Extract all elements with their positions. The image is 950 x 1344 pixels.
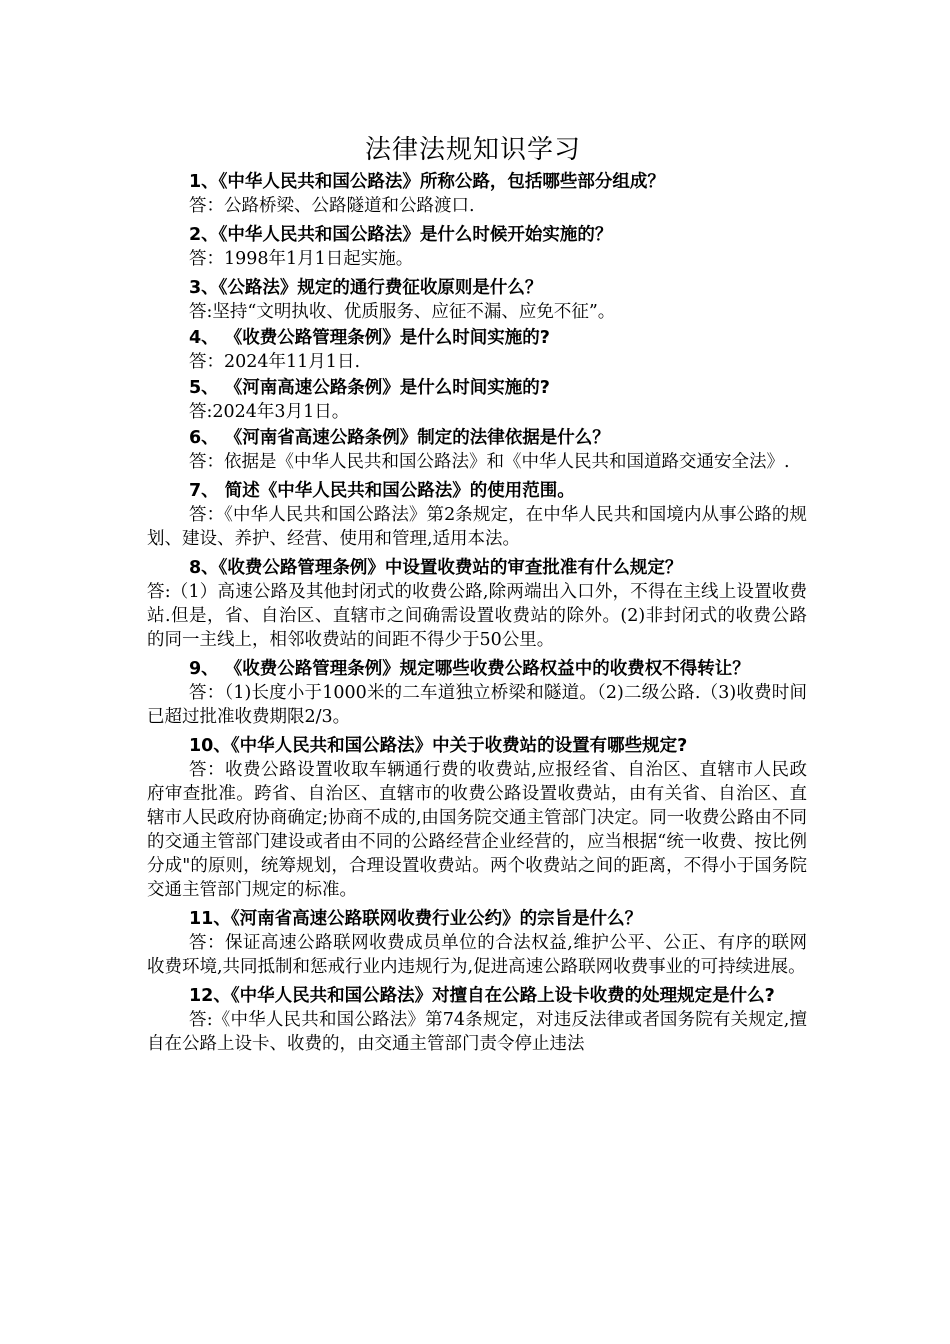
- answer: 答：收费公路设置收取车辆通行费的收费站,应报经省、自治区、直辖市人民政府审查批准。跨省、自治区、直辖市的收费公路设置收费站，由有关省、自治区、直辖市人民政府协商确定;协商不成的,由国务院交通主管部门决定。同一收费公路由不同的交通主管部门建设或者由不同的公路经营企业经营的，应当根据“统一收费、按比例分成"的原则，统筹规划，合理设置收费站。两个收费站之间的距离，不得小于国务院交通主管部门规定的标准。: [147, 760, 807, 900]
- qa-item-3: [147, 276, 807, 324]
- qa-item-5: [147, 376, 807, 424]
- answer: 答：公路桥梁、公路隧道和公路渡口.: [189, 196, 475, 216]
- question: 10、《中华人民共和国公路法》中关于收费站的设置有哪些规定?: [189, 736, 688, 756]
- answer: 答：保证高速公路联网收费成员单位的合法权益,维护公平、公正、有序的联网收费环境,共同抵制和惩戒行业内违规行为,促进高速公路联网收费事业的可持续进展。: [147, 933, 807, 977]
- qa-item-1: [147, 170, 807, 218]
- qa-item-2: [147, 223, 807, 271]
- question: 12、《中华人民共和国公路法》对擅自在公路上设卡收费的处理规定是什么?: [189, 986, 775, 1006]
- qa-item-4: [147, 326, 807, 374]
- qa-item-12: [147, 984, 807, 1056]
- answer: 答：1998年1月1日起实施。: [189, 249, 414, 269]
- document-body: [147, 130, 807, 1061]
- answer: 答：（1)长度小于1000米的二车道独立桥梁和隧道。（2)二级公路.（3)收费时间已超过批准收费期限2/3。: [147, 683, 807, 727]
- answer: 答:（1）高速公路及其他封闭式的收费公路,除两端出入口外，不得在主线上设置收费站.但是，省、自治区、直辖市之间确需设置收费站的除外。(2)非封闭式的收费公路的同一主线上，相邻收费站的间距不得少于50公里。: [147, 582, 807, 650]
- qa-item-7: [147, 479, 807, 551]
- question: 2、《中华人民共和国公路法》是什么时候开始实施的？: [189, 225, 613, 245]
- question: 11、《河南省高速公路联网收费行业公约》的宗旨是什么？: [189, 909, 643, 929]
- question: 1、《中华人民共和国公路法》所称公路，包括哪些部分组成？: [189, 172, 665, 192]
- answer: 答：2024年11月1日.: [189, 352, 361, 372]
- question: 5、 《河南高速公路条例》是什么时间实施的?: [189, 378, 550, 398]
- question: 4、 《收费公路管理条例》是什么时间实施的?: [189, 328, 550, 348]
- qa-item-9: [147, 657, 807, 729]
- qa-item-8: [147, 556, 807, 652]
- answer: 答：《中华人民共和国公路法》第2条规定，在中华人民共和国境内从事公路的规划、建设、养护、经营、使用和管理,适用本法。: [147, 505, 807, 549]
- qa-item-6: [147, 426, 807, 474]
- qa-item-10: [147, 734, 807, 902]
- question: 8、《收费公路管理条例》中设置收费站的审查批准有什么规定？: [189, 558, 683, 578]
- qa-item-11: [147, 907, 807, 979]
- question: 7、 简述《中华人民共和国公路法》的使用范围。: [189, 481, 575, 501]
- question: 9、 《收费公路管理条例》规定哪些收费公路权益中的收费权不得转让？: [189, 659, 750, 679]
- answer: 答:坚持“文明执收、优质服务、应征不漏、应免不征”。: [189, 302, 616, 322]
- question: 6、 《河南省高速公路条例》制定的法律依据是什么？: [189, 428, 610, 448]
- answer: 答:《中华人民共和国公路法》第74条规定，对违反法律或者国务院有关规定,擅自在公路上设卡、收费的，由交通主管部门责令停止违法: [147, 1010, 807, 1054]
- document-title: 法律法规知识学习: [364, 135, 581, 165]
- answer: 答：依据是《中华人民共和国公路法》和《中华人民共和国道路交通安全法》.: [189, 452, 790, 472]
- answer: 答:2024年3月1日。: [189, 402, 350, 422]
- question: 3、《公路法》规定的通行费征收原则是什么？: [189, 278, 543, 298]
